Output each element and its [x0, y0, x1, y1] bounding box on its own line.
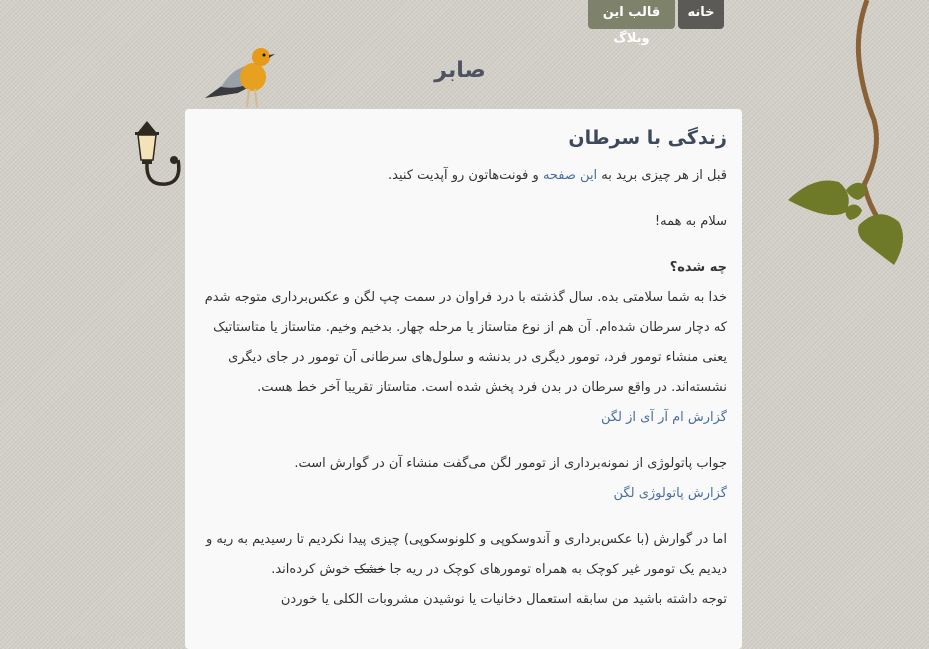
- lung-text-after: خوش کرده‌اند.: [271, 562, 355, 577]
- section-heading: چه شده؟: [669, 260, 727, 275]
- vine-leaves-icon: [784, 0, 909, 270]
- paragraph-history: توجه داشته باشید من سابقه استعمال دخانیات یا نوشیدن مشروبات الکلی یا خوردن: [280, 592, 727, 607]
- intro-text-before: قبل از هر چیزی برید به: [597, 168, 727, 183]
- nav-blog-template[interactable]: قالب این وبلاگ: [588, 0, 675, 29]
- bird-icon: [203, 45, 275, 109]
- post-title[interactable]: زندگی با سرطان: [568, 127, 727, 149]
- paragraph-pathology: جواب پاتولوژی از نمونه‌برداری از تومور لگن می‌گفت منشاء آن در گوارش است.: [294, 456, 727, 471]
- paragraph-lung: [200, 525, 727, 585]
- paragraph-diagnosis: خدا به شما سلامتی بده. سال گذشته با درد فراوان در سمت چپ لگن و عکس‌برداری متوجه شدم که دچار سرطان شده‌ام. آن هم از نوع متاستاز یا مرحله چهار. بدخیم وخیم. متاستاز یا متاستاتیک یعنی منشاء تومور فرد، تومور دیگری در بدنشه و سلول‌های سرطانی آن تومور در جای دیگری نشسته‌اند. در واقع سرطان در بدن فرد پخش شده است. متاستاز تقریبا آخر خط هست.: [204, 290, 727, 395]
- pathology-report-link[interactable]: گزارش پاتولوژی لگن: [613, 486, 727, 501]
- strikethrough-word: خشک: [354, 562, 386, 577]
- greeting: سلام به همه!: [654, 214, 727, 229]
- blog-title[interactable]: صابر: [434, 58, 486, 83]
- lantern-icon: [130, 120, 186, 192]
- post-card: [185, 109, 742, 649]
- nav-home[interactable]: خانه: [678, 0, 724, 29]
- intro-paragraph: [200, 161, 727, 191]
- intro-text-after: و فونت‌هاتون رو آپدیت کنید.: [388, 168, 543, 183]
- mri-report-link[interactable]: گزارش ام آر آی از لگن: [600, 410, 727, 425]
- top-navigation: [588, 0, 724, 46]
- intro-link[interactable]: این صفحه: [542, 168, 598, 183]
- lung-text-before: اما در گوارش (با عکس‌برداری و آندوسکوپی و کلونوسکوپی) چیزی پیدا نکردیم تا رسیدیم به ریه و دیدیم یک تومور غیر کوچک به همراه تومورهای کوچک در ریه جا: [206, 532, 727, 577]
